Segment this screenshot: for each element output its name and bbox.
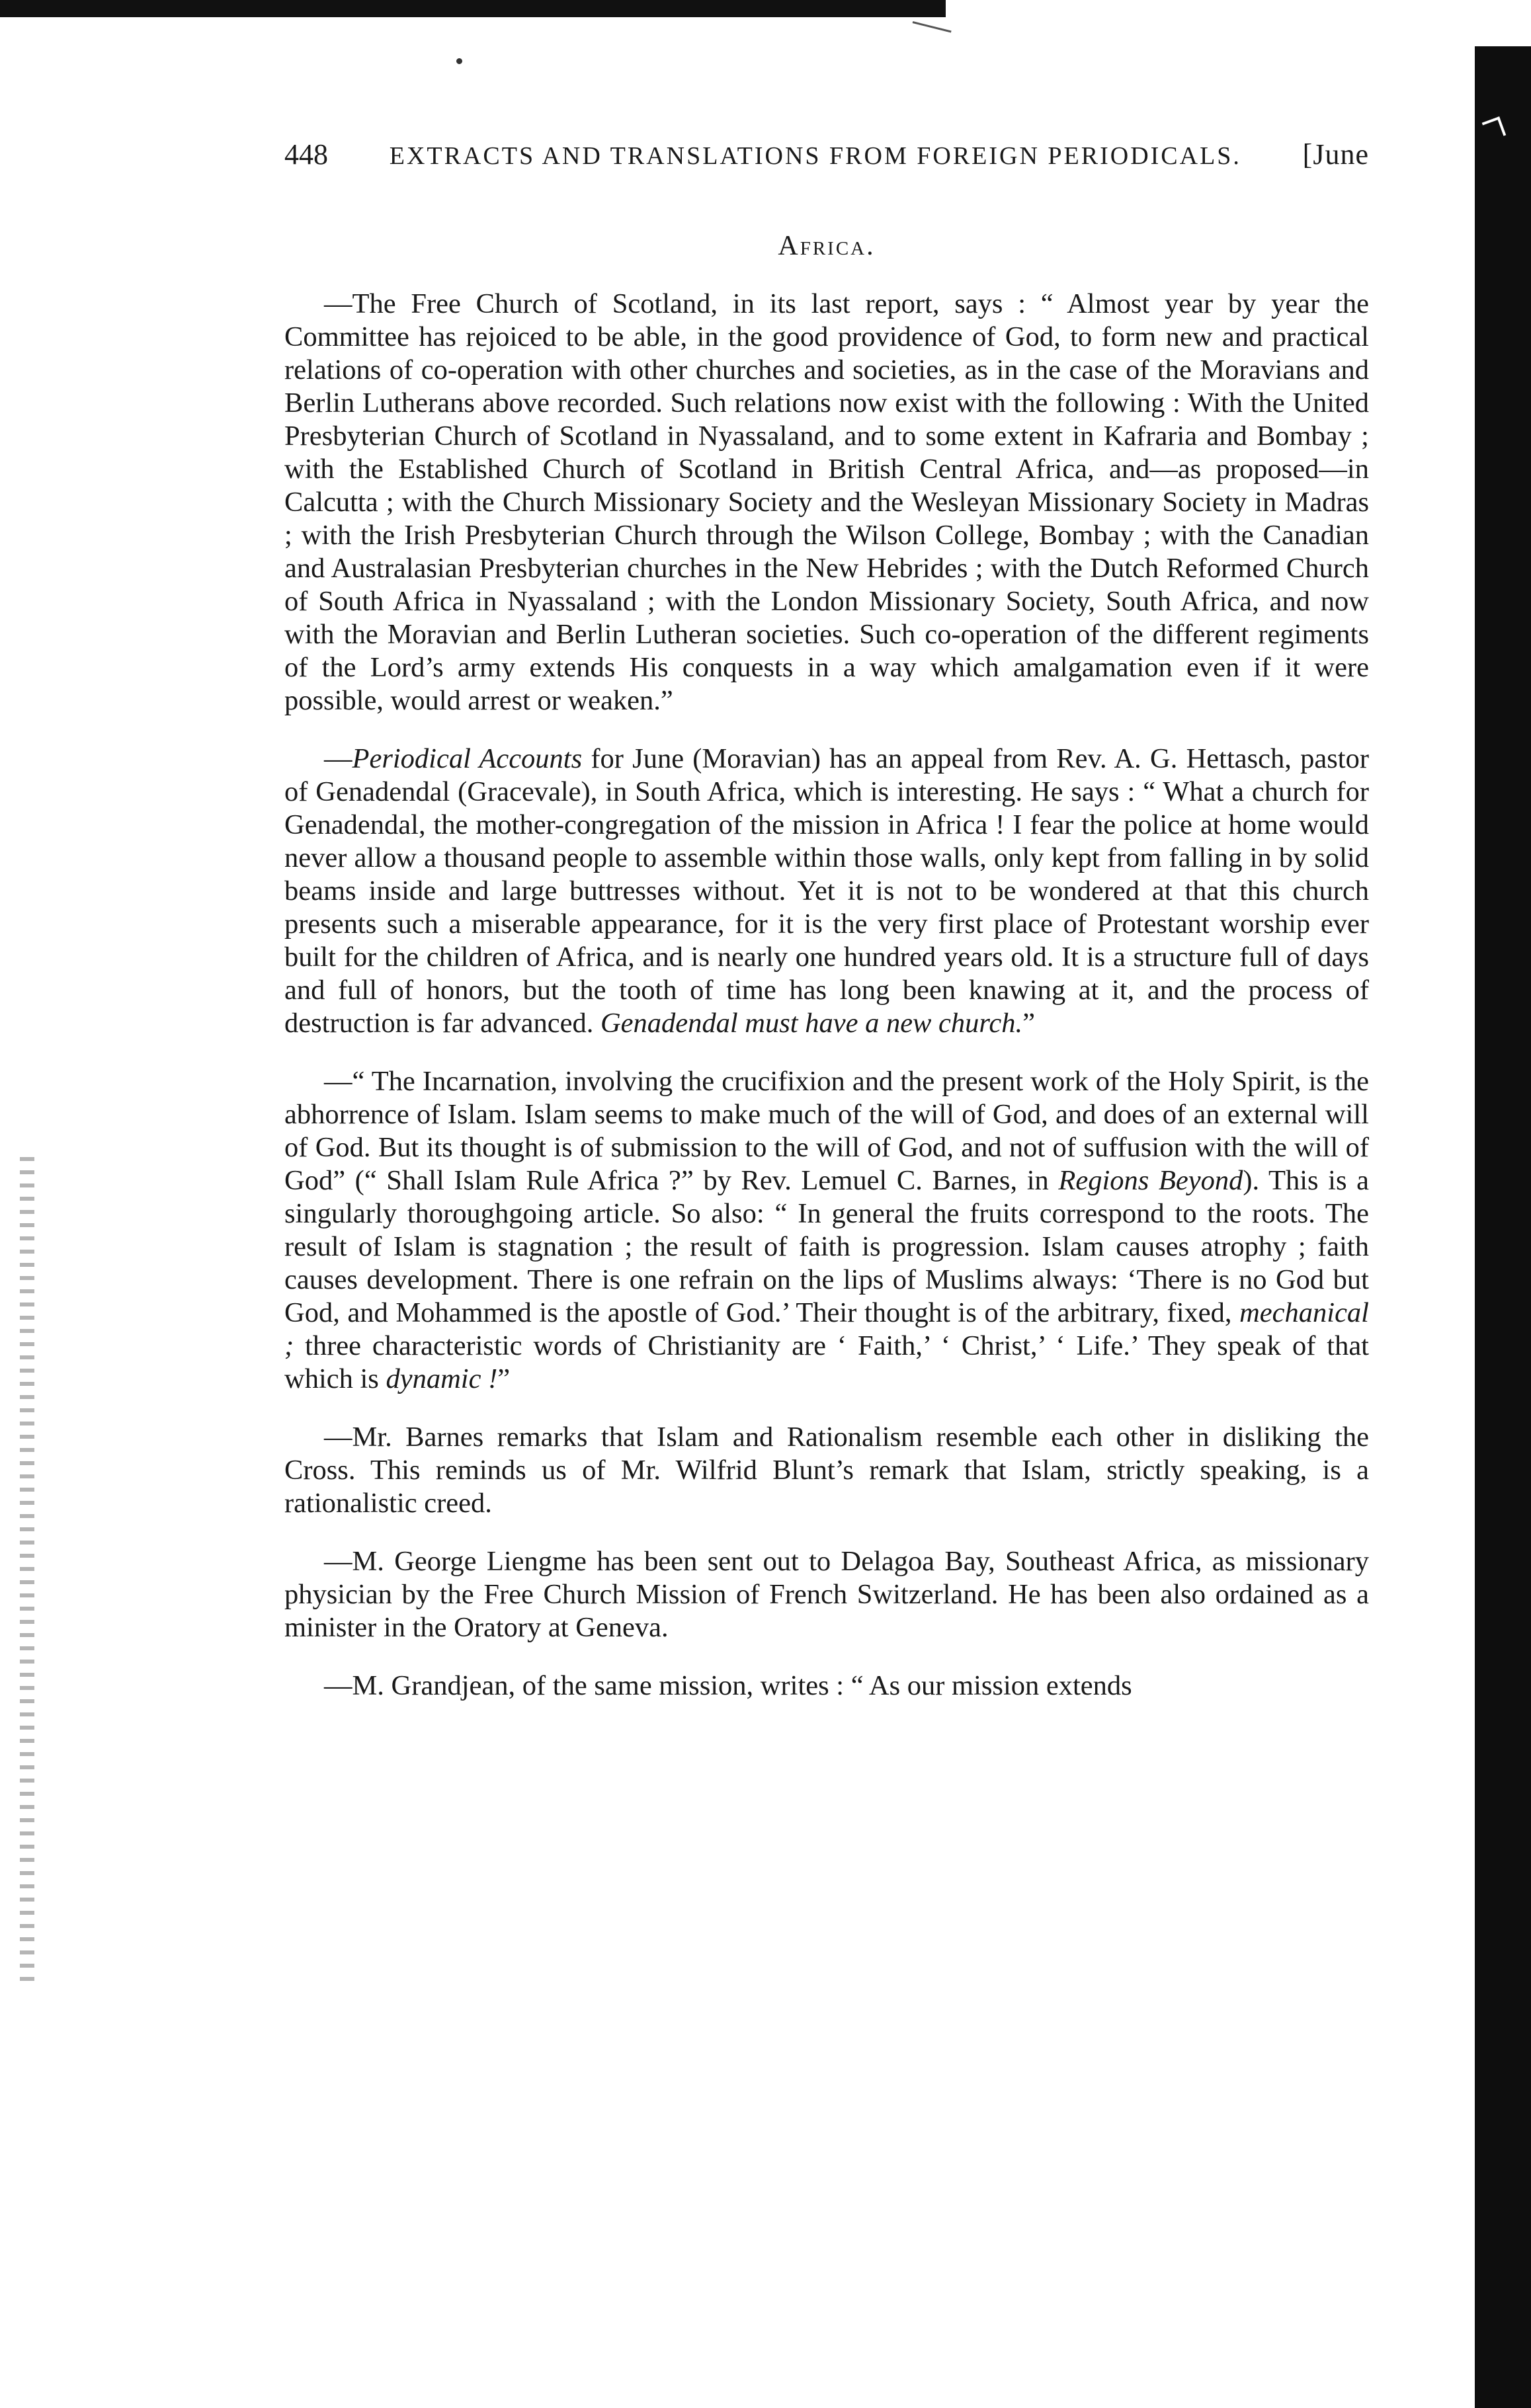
paragraph-italic-3: dynamic !: [386, 1363, 498, 1394]
paragraph-text: —M. George Liengme has been sent out to Delagoa Bay, Southeast Africa, as missionary physician by the Free Church Mission of French Switzerland. He has been also ordained as a minister in the Oratory at Geneva.: [284, 1546, 1369, 1643]
paragraph-italic-1: Regions Beyond: [1058, 1165, 1243, 1196]
paragraph-barnes: [284, 1421, 1369, 1520]
paragraph-incarnation: [284, 1065, 1369, 1396]
paragraph-text-3: three characteristic words of Christianity are ‘ Faith,’ ‘ Christ,’ ‘ Life.’ They speak of that which is: [284, 1330, 1369, 1394]
paragraph-free-church: [284, 288, 1369, 717]
paragraph-tail-italic: Genadendal must have a new church.: [600, 1008, 1023, 1039]
paragraph-grandjean: [284, 1669, 1369, 1703]
paragraph-text-4: ”: [497, 1363, 511, 1394]
scan-speck: [456, 58, 462, 64]
paragraph-tail: ”: [1022, 1008, 1035, 1039]
paragraph-text: —Mr. Barnes remarks that Islam and Rationalism resemble each other in disliking the Cross. This reminds us of Mr. Wilfrid Blunt’s remark that Islam, strictly speaking, is a rationalistic creed.: [284, 1422, 1369, 1519]
paragraph-periodical-accounts: [284, 742, 1369, 1040]
paragraph-lead: —: [324, 743, 352, 774]
article-body: [284, 288, 1369, 1728]
running-head-title: EXTRACTS AND TRANSLATIONS FROM FOREIGN PERIODICALS.: [389, 142, 1241, 170]
paragraph-liengme: [284, 1545, 1369, 1644]
paragraph-text: for June (Moravian) has an appeal from Rev. A. G. Hettasch, pastor of Genadendal (Gracevale), in South Africa, which is interesting. He says : “ What a church for Genadendal, the mother-congregation of the mission in Africa ! I fear the police at home would never allow a thousand people to assemble within those walls, only kept from falling in by solid beams inside and large buttresses without. Yet it is not to be wondered at that this church presents such a miserable appearance, for it is the very first place of Protestant worship ever built for the children of Africa, and is nearly one hundred years old. It is a structure full of days and full of honors, but the tooth of time has long been knawing at it, and the process of destruction is far advanced.: [284, 743, 1370, 1039]
left-margin-scan-noise: [20, 1157, 34, 1984]
paragraph-text: —M. Grandjean, of the same mission, writes : “ As our mission extends: [324, 1670, 1132, 1701]
paragraph-text-1: —“ The Incarnation, involving the crucifixion and the present work of the Holy Spirit, is the abhorrence of Islam. Islam seems to make much of the will of God, and does of an external will of God. But its thought is of submission to the will of God, and not of suffusion with the will of God” (“ Shall Islam Rule Africa ?” by Rev. Lemuel C. Barnes, in: [284, 1066, 1369, 1196]
paragraph-italic-2: mechanical ;: [284, 1297, 1369, 1361]
top-scan-rule-tail: [913, 21, 952, 32]
page-number: 448: [284, 138, 328, 171]
running-head-month: [June: [1302, 138, 1369, 171]
paragraph-text: —The Free Church of Scotland, in its last report, says : “ Almost year by year the Committee has rejoiced to be able, in the good providence of God, to form new and practical relations of co-operation with other churches and societies, as in the case of the Moravians and Berlin Lutherans above recorded. Such relations now exist with the following : With the United Presbyterian Church of Scotland in Nyassaland, and to some extent in Kafraria and Bombay ; with the Established Church of Scotland in British Central Africa, and—as proposed—in Calcutta ; with the Church Missionary Society and the Wesleyan Missionary Society in Madras ; with the Irish Presbyterian Church through the Wilson College, Bombay ; with the Canadian and Australasian Presbyterian churches in the New Hebrides ; with the Dutch Reformed Church of South Africa in Nyassaland ; with the London Missionary Society, South Africa, and now with the Moravian and Berlin Lutheran societies. Such co-operation of the different regiments of the Lord’s army extends His conquests in a way which amalgamation even if it were possible, would arrest or weaken.”: [284, 288, 1369, 716]
top-scan-rule: [0, 0, 946, 17]
section-heading: Africa.: [778, 231, 876, 261]
running-head: [284, 138, 1369, 184]
paragraph-lead-italic: Periodical Accounts: [352, 743, 583, 774]
paragraph-text-2: ). This is a singularly thoroughgoing article. So also: “ In general the fruits correspond to the roots. The result of Islam is stagnation ; the result of faith is progression. Islam causes atrophy ; faith causes development. There is one refrain on the lips of Muslims always: ‘There is no God but God, and Mohammed is the apostle of God.’ Their thought is of the arbitrary, fixed,: [284, 1165, 1370, 1328]
right-scan-edge: [1475, 46, 1531, 2408]
